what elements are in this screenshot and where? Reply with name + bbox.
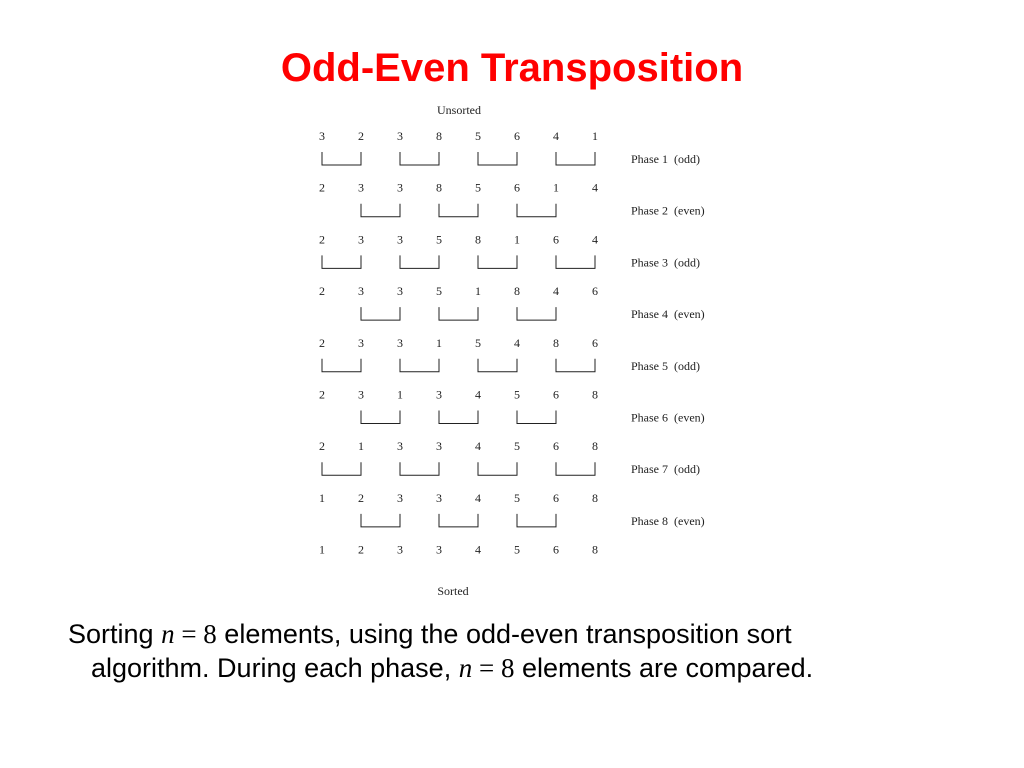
phase-label: Phase 1 (odd) [631, 152, 700, 166]
compare-bracket [439, 411, 478, 424]
compare-bracket [322, 152, 361, 165]
compare-bracket [400, 152, 439, 165]
phase-label: Phase 5 (odd) [631, 358, 700, 373]
caption-math-n: n [161, 619, 175, 649]
phase-labels-layer [631, 152, 705, 528]
caption-text: elements are compared. [514, 653, 814, 683]
row-value: 3 [358, 232, 364, 247]
row-value: 3 [319, 129, 325, 143]
row-value: 3 [358, 335, 364, 350]
row-value: 8 [592, 387, 598, 402]
compare-bracket [322, 255, 361, 268]
caption-line2 [68, 651, 988, 685]
compare-bracket [517, 204, 556, 217]
unsorted-label: Unsorted [437, 103, 481, 117]
row-value: 6 [592, 335, 598, 350]
compare-bracket [322, 462, 361, 475]
caption-math-eq: = 8 [174, 619, 217, 649]
row-value: 1 [319, 542, 325, 557]
row-value: 8 [592, 490, 598, 505]
row-value: 8 [475, 232, 481, 247]
compare-bracket [439, 514, 478, 527]
row-value: 3 [436, 387, 442, 402]
caption-text: elements, using the odd-even transposition sort [216, 619, 792, 649]
row-value: 5 [514, 490, 520, 505]
compare-bracket [478, 359, 517, 372]
compare-bracket [439, 204, 478, 217]
row-value: 2 [358, 542, 364, 557]
row-value: 2 [319, 284, 325, 299]
row-value: 5 [514, 387, 520, 402]
row-value: 1 [553, 180, 559, 195]
row-value: 3 [397, 439, 403, 454]
row-value: 3 [397, 542, 403, 557]
row-value: 2 [319, 180, 325, 195]
row-value: 4 [592, 180, 598, 195]
row-value: 3 [436, 490, 442, 505]
row-value: 3 [358, 284, 364, 299]
row-value: 1 [319, 490, 325, 505]
row-value: 5 [475, 129, 481, 143]
compare-bracket [361, 204, 400, 217]
caption-math-n: n [458, 653, 473, 683]
row-value: 5 [514, 439, 520, 454]
row-value: 4 [475, 490, 481, 505]
phase-label: Phase 2 (even) [631, 203, 705, 218]
compare-bracket [478, 462, 517, 475]
row-value: 4 [514, 335, 520, 350]
row-value: 8 [553, 335, 559, 350]
row-value: 3 [358, 180, 364, 195]
compare-bracket [361, 411, 400, 424]
caption [68, 617, 988, 685]
row-value: 3 [436, 439, 442, 454]
phase-label: Phase 6 (even) [631, 410, 705, 425]
row-value: 2 [358, 490, 364, 505]
row-value: 3 [397, 232, 403, 247]
compare-bracket [556, 462, 595, 475]
row-value: 2 [319, 439, 325, 454]
row-value: 5 [475, 180, 481, 195]
compare-bracket [400, 255, 439, 268]
compare-bracket [361, 307, 400, 320]
row-value: 2 [319, 232, 325, 247]
compare-bracket [517, 411, 556, 424]
row-value: 4 [553, 284, 559, 299]
phase-label: Phase 8 (even) [631, 513, 705, 528]
row-value: 4 [475, 542, 481, 557]
row-value: 3 [397, 335, 403, 350]
row-value: 3 [397, 129, 403, 143]
row-value: 2 [319, 387, 325, 402]
compare-bracket [556, 255, 595, 268]
row-value: 1 [592, 129, 598, 143]
compare-bracket [400, 462, 439, 475]
row-value: 5 [514, 542, 520, 557]
row-value: 4 [475, 439, 481, 454]
caption-text: algorithm. During each phase, [91, 653, 459, 683]
compare-bracket [478, 255, 517, 268]
row-value: 8 [514, 284, 520, 299]
row-value: 8 [592, 439, 598, 454]
row-value: 1 [358, 439, 364, 454]
sorted-label: Sorted [437, 584, 469, 598]
row-value: 4 [475, 387, 481, 402]
row-value: 5 [436, 232, 442, 247]
compare-bracket [478, 152, 517, 165]
row-value: 4 [553, 129, 559, 143]
row-value: 2 [319, 335, 325, 350]
row-value: 8 [592, 542, 598, 557]
row-value: 6 [553, 232, 559, 247]
slide-title: Odd-Even Transposition [280, 46, 744, 90]
row-value: 6 [592, 284, 598, 299]
compare-bracket [400, 359, 439, 372]
row-value: 1 [514, 232, 520, 247]
row-value: 8 [436, 180, 442, 195]
row-value: 1 [397, 387, 403, 402]
compare-bracket [517, 307, 556, 320]
row-value: 3 [436, 542, 442, 557]
compare-bracket [517, 514, 556, 527]
caption-math-eq: = 8 [472, 653, 515, 683]
compare-bracket [556, 152, 595, 165]
row-value: 4 [592, 232, 598, 247]
row-value: 8 [436, 129, 442, 143]
row-value: 3 [397, 180, 403, 195]
row-value: 1 [436, 335, 442, 350]
phase-label: Phase 3 (odd) [631, 255, 700, 270]
compare-bracket [361, 514, 400, 527]
row-value: 3 [397, 490, 403, 505]
compare-bracket [556, 359, 595, 372]
row-value: 3 [358, 387, 364, 402]
row-value: 6 [553, 439, 559, 454]
row-value: 3 [397, 284, 403, 299]
row-value: 1 [475, 284, 481, 299]
caption-line1 [68, 619, 792, 649]
row-value: 6 [514, 180, 520, 195]
row-value: 6 [514, 129, 520, 143]
row-value: 6 [553, 490, 559, 505]
row-value: 6 [553, 387, 559, 402]
compare-bracket [439, 307, 478, 320]
phase-label: Phase 4 (even) [631, 307, 705, 322]
row-value: 5 [475, 335, 481, 350]
compare-bracket [322, 359, 361, 372]
row-value: 6 [553, 542, 559, 557]
phase-label: Phase 7 (odd) [631, 462, 700, 477]
row-value: 5 [436, 284, 442, 299]
row-value: 2 [358, 129, 364, 143]
rows-layer [319, 129, 598, 557]
caption-text: Sorting [68, 619, 162, 649]
